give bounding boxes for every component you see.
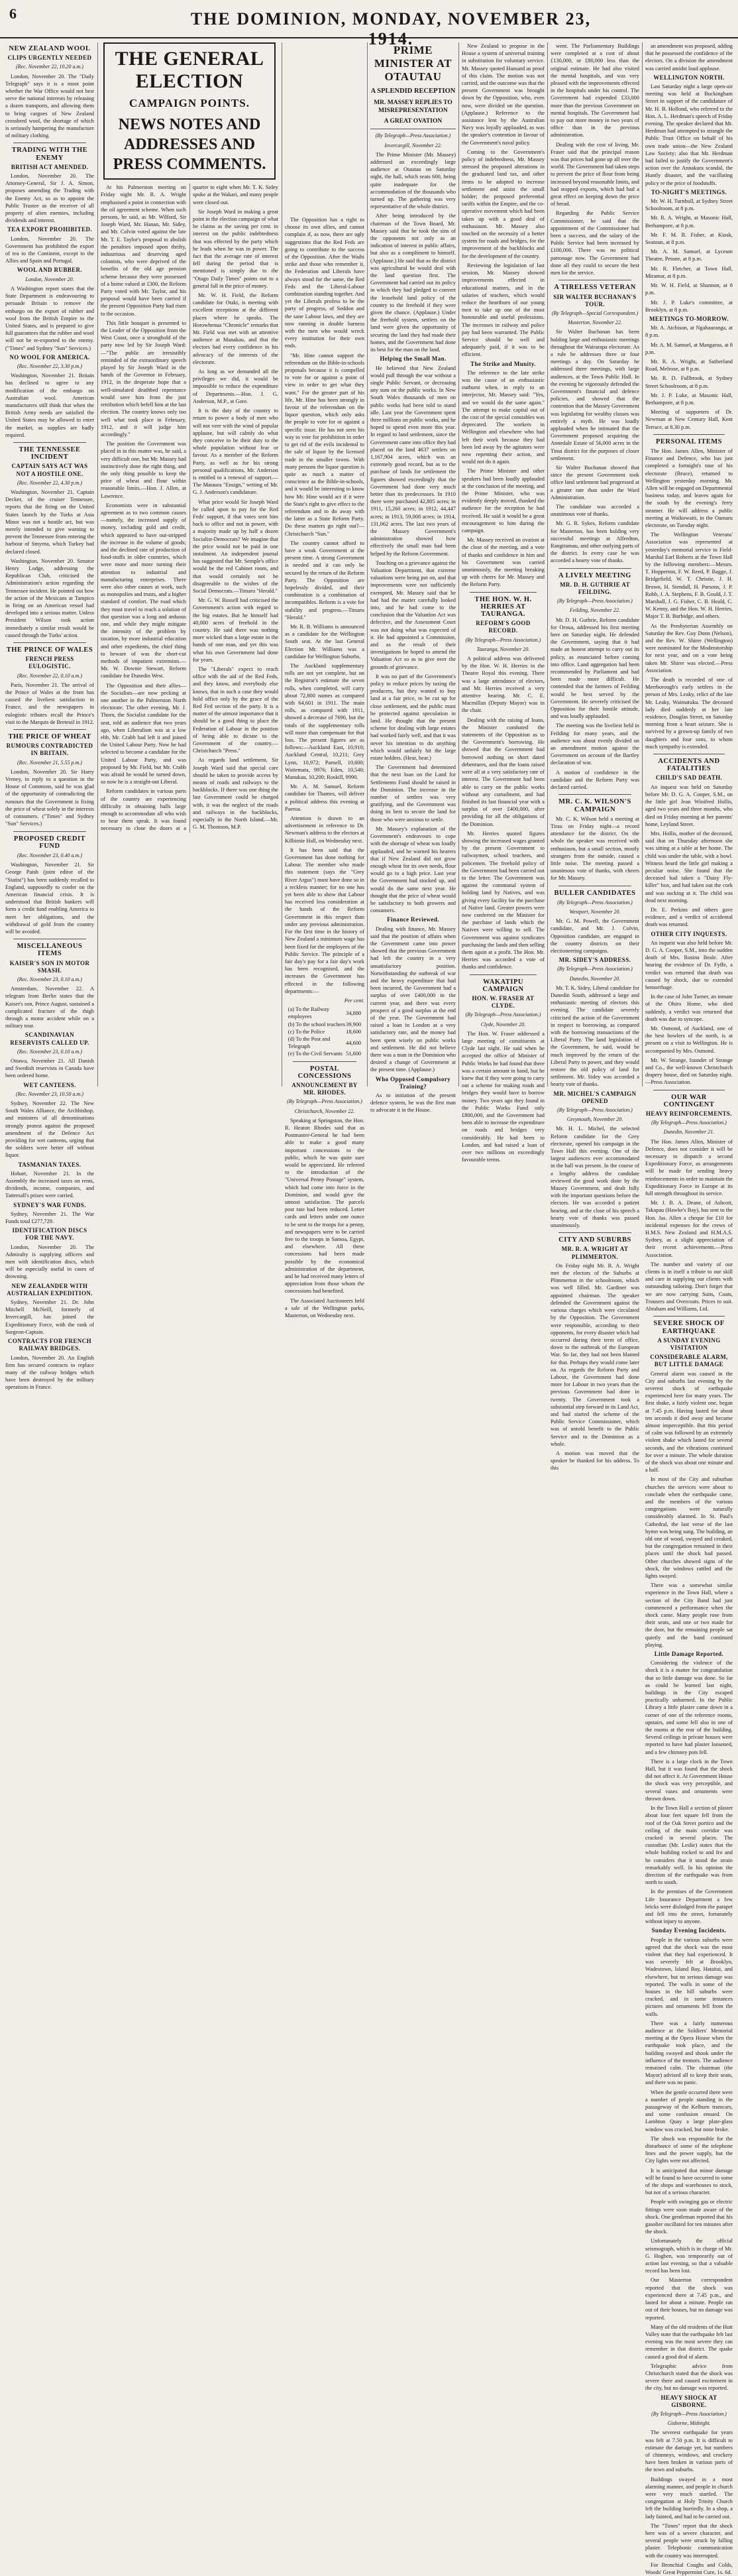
- dateline: (Rec. November 22, 10.20 a.m.): [16, 64, 83, 70]
- article-text: As regards land settlement, Sir Joseph Ward said that special care should be taken to provide access by means of roads and railways to the backblocks. If there was one thing the last Government could be charged with, it was the neglect of the roads and railways in the backblocks, especially in the North Island.—Mr. G. M. Thomson, M.P.: [193, 757, 278, 831]
- article-text: Mr. C. K. Wilson held a meeting at Tirau on Friday night—a record attendance for the district. On the whole the speaker was received with enthusiasm, but a small section, mostly strangers from the outside, caused a little noise. The meeting passed a unanimous vote of thanks, with cheers for Mr. Massey.: [551, 815, 639, 882]
- article-text: London, November 20. The Attorney-General, Sir J. A. Simon, proposes amending the Trading with the Enemy Act, so as to appoint the Public Trustee as the receiver of all property of alien enemies, including dividends and interest.: [5, 173, 94, 224]
- article-text: After being introduced by the chairman of the Town Board, Mr. Massey said that he took the sins of the opponents not only as an indication of interest in public affairs, but also as a compliment to himself. (Applause.) He said that as the district was agricultural he would deal with the land question first. The Government had carried out its policy in which they had pledged to convert the leasehold land policy of the country to the freehold if they were given the chance. (Applause.) Under the freehold system, settlers on the land were given the opportunity of securing the land they had made their homes, and the Government had done its best for the man on the land.: [370, 213, 456, 353]
- general-election-banner: [103, 42, 276, 180]
- dateline: (Rec. November 22, 0.10 a.m.): [17, 672, 82, 679]
- divider: [558, 568, 631, 569]
- article-text: The "Times" report that the shock here was of a severe character, and several people were struck by falling plaster. Telephonic communication with the country was interrupted.: [645, 2522, 733, 2559]
- subhead: A SPLENDID RECEPTION: [370, 88, 456, 95]
- dateline: (Rec. November 23, 0.10 a.m.): [17, 976, 82, 982]
- article-text: The number and variety of our clients is in itself a tribute to our skill and care in supplying our clients with outstanding tailoring. Don't forget that we are now carrying Suits, Coats, Trousers and Overcoats. Prices to suit. Abraham and Williams, Ltd.: [645, 1261, 733, 1313]
- headline-postal: POSTAL CONCESSIONS: [297, 1065, 352, 1080]
- article-text: Mr. T. K. Sidey, Liberal candidate for Dunedin South, addressed a large and enthusiastic meeting of electors this evening. The candidate severely criticised the action of the Government in respect to borrowing, as compared with the borrowing transactions of the Liberal Party. The land legislation of the Government, he said, would be much improved by the return of the Liberal Party to power, and they would restore the old policy of land for settlement. Mr. Sidey was accorded a hearty vote of thanks.: [551, 984, 639, 1088]
- headline-war-contingent: OUR WAR CONTINGENT: [663, 1093, 715, 1108]
- banner-title: THE GENERAL ELECTION: [115, 48, 264, 92]
- article-text: Mr. A. Atchison, at Ngahauranga, at 8 p.m.: [645, 325, 733, 339]
- byline: (By Telegraph—Press Association.): [557, 598, 633, 605]
- subhead: CONTRACTS FOR FRENCH RAILWAY BRIDGES.: [7, 1338, 91, 1352]
- row-label: (e) To the Civil Servants: [288, 1051, 343, 1057]
- subhead-clips: CLIPS URGENTLY NEEDED: [7, 54, 92, 62]
- article-text: Washington, November 21. Captain Decker, of the cruiser Tennessee, reports that the firing on the United States launch by the Turks at Asia Minor was not a hostile act, but was merely intended to give warning to prevent the Tennessee from entering the harbour of Smyrna, which Turkey had declared closed.: [5, 489, 94, 555]
- banner-spacer: [285, 42, 364, 216]
- article-text: Mr. F. M. B. Fisher, at Kiosk, Seatoun, at 8 p.m.: [645, 231, 733, 246]
- article-text: Ottawa, November 21. All Danish and Swedish reservists in Canada have been ordered home.: [5, 1057, 94, 1079]
- article-text: The severest earthquake for years was felt at 7.50 p.m. It is difficult to estimate the damage yet, but numbers of chimneys, windows, and crockery have been broken in various parts of the town and suburbs.: [645, 2430, 733, 2473]
- column-rule: [642, 42, 643, 1086]
- article-text: London, November 20. The Admiralty is supplying officers and men with identification discs, which will be especially useful in cases of drowning.: [5, 1244, 94, 1280]
- article-text: Mr. J. P. Luke's committee, at Brooklyn, at 8 p.m.: [645, 299, 733, 313]
- article-text: Mr. Osmond, of Auckland, one of the best bowlers of the north, is at present on a visit to Wellington. He is accompanied by Mrs. Osmond.: [645, 1025, 733, 1054]
- headline-prince-wales: THE PRINCE OF WALES: [6, 646, 93, 654]
- row-value: 51,600: [346, 1051, 362, 1057]
- article-text: Considering the violence of the shock it is a matter for congratulation that so little damage was done. So far as could be learned last night, buildings in the City escaped practically unharmed. In the Public Library a little plaster came down in a corner of one of the reference rooms, upstairs, and some fell also in one of the rooms at the rear of the building. Several ceilings in private houses were reported to have had plaster loosened, and a few chimney pots fell.: [645, 1660, 733, 1755]
- table-row: [288, 1050, 361, 1057]
- article-text: The Opposition and their allies—the Socialists—are now pecking at one another in the Palmerston North electorate. The other evening, Mr. J. Thorn, the Socialist candidate for the seat, told an audience that two years ago, when Liberalism was at a low ebb, Mr. Crabb had left it and joined the United Labour Party. Now he had selected to become a candidate for the United Labour Party, and was proposed by Mr. Field, but Mr. Crabb was afraid he would be turned down, so now he is a straight-out Liberal.: [101, 682, 186, 786]
- subhead: BRITISH ACT AMENDED.: [11, 163, 89, 170]
- subhead: ANNOUNCEMENT BY MR. RHODES.: [291, 1081, 358, 1096]
- article-text: What price would Sir Joseph Ward be called upon to pay for the Red Feds' support, if that votes sent him back to office and not in power, with a majority made up by half a dozen Socialist-Democrats? We imagine that the price would not be paid in one instalment. An independent journal has suggested that Mr. Semple's office would be the red Cabinet room, and that would certainly not be disagreeable to the wishes of the Social Democrats.—Timaru "Herald.": [193, 498, 278, 594]
- article-text: The Hon. W. Fraser addressed a large meeting of constituents at Clyde last night. He said when he accepted the office of Minister of Public Works he had found that there was a certain amount in hand, but he knew that if they were going to carry out a scheme for making roads and bridges they would have to borrow money. Two years ago they found in the Public Works Fund only £800,000, and the Government had been able to increase the expenditure on roads and bridges very considerably. He had been to London, and had raised a loan of over two millions on exceedingly favourable terms.: [462, 1030, 545, 1163]
- subhead: KAISER'S SON IN MOTOR SMASH.: [9, 959, 90, 974]
- dateline: London, November 20.: [25, 276, 74, 282]
- article-text: Reform candidates in various parts of the country are experiencing difficulty in obtaining halls large enough to accommodate all who wish to hear them speak. It was found necessary to close the doors at a quarter to eight when Mr. T. K. Sidey spoke at the Wakari, and many people were closed out.: [101, 184, 278, 832]
- row-value: 34,880: [346, 1010, 362, 1016]
- headline-trading-enemy: TRADING WITH THE ENEMY: [11, 146, 88, 162]
- banner-heading: NEWS NOTES AND ADDRESSES AND PRESS COMMENTS.: [113, 116, 266, 174]
- article-text: There was a fairly numerous audience at the Soldiers' Memorial meeting at the Opera House when the earthquake took place, and the building swayed and shook under the influence of the tremors. The audience remained calm. The chairman (the Mayor) advised all to keep their seats, and there was no panic.: [645, 2020, 733, 2086]
- dateline: Clyde, November 20.: [480, 1021, 526, 1027]
- article-text: Last Saturday night a large open-air meeting was held at Buckingham Street in support of the candidature of Mr. H. B. Hollond, who referred to the Hon. A. L. Herdman's speech of Friday evening. The speaker declared that Mr. Herdman had attempted to strangle the Public Trust Office on behalf of his own trade union—the New Zealand Law Society; also that Mr. Herdman had failed to justify the Government's action over the Annakura scandal, the Huntly disaster, and the vacillating policy re the price of foodstuffs.: [645, 84, 733, 186]
- article-text: Mr. J. P. Luke, at Masonic Hall, Berhampore, at 8 p.m.: [645, 392, 733, 406]
- article-text: Mr. R. A. Wright, at Sutherland Road, Melrose, at 8 p.m.: [645, 358, 733, 373]
- article-text: Mr. W. H. Field, the Reform candidate for Otaki, is meeting with excellent receptions at the different places where he speaks. The Horowhenua "Chronicle" remarks that Mr. Field was met with an attentive audience at Manakau, and that the electors had every confidence in his advocacy of the interests of the electorate.: [193, 292, 278, 365]
- headline-city-suburbs: CITY AND SUBURBS: [558, 1236, 631, 1244]
- column-2: [101, 42, 278, 1086]
- table-body: [288, 1006, 361, 1057]
- article-text: The Government had determined that the next loan on the Land for Settlements Fund should be raised in the Dominion. The increase in the number of settlers was very gratifying, and the Government was doing its best to secure the land for those who were anxious to settle.: [370, 764, 456, 823]
- article-text: Telegraphic advice from Christchurch stated that the shock was severe there and caused excitement in the city, but no damage was reported.: [645, 2363, 733, 2392]
- election-notes: [101, 184, 278, 833]
- divider: [558, 1232, 631, 1233]
- subhead: NEW ZEALANDER WITH AUSTRALIAN EXPEDITION.: [7, 1282, 93, 1297]
- subhead: SIR WALTER BUCHANAN'S TOUR.: [553, 293, 637, 308]
- article-text: When the gentle occurred there were a number of people standing in the passageway of the Kelburn tramcars, and some confusion ensued. On Lambton Quay a large plate-glass window was cracked, but none broke.: [645, 2089, 733, 2133]
- headline-earthquake: SEVERE SHOCK OF EARTHQUAKE: [653, 1320, 725, 1335]
- article-text: Sydney, November 22. The New South Wales Alliance, the Archbishop, and ministers of all denominations strongly protest against the proposed amendment of the Defence Act providing for wet canteens, urging that the soldiers were better off without liquor.: [5, 1100, 94, 1159]
- article-text: Washington, November 21. Sir George Paish (joint editor of the "Statist") has been suddenly recalled to England, supposedly to confer on the American financial crisis. It is understood that British bankers will form a credit fund enabling America to meet her obligations, and the withdrawal of gold from the country will be avoided.: [5, 862, 94, 935]
- dateline: Greymouth, November 20.: [566, 1116, 623, 1123]
- article-text: For Bronchial Coughs and Colds, Woods' Great Peppermint Cure, 1s. 6d.: [645, 2561, 733, 2575]
- subhead: MR. MASSEY REPLIES TO MISREPRESENTATION: [374, 99, 452, 115]
- byline: (By Telegraph—Press Association.): [557, 1107, 633, 1114]
- dateline: Christchurch, November 22.: [294, 1108, 355, 1114]
- article-text: Mr. R. A. Wright, at Masonic Hall, Berhampore, at 8 p.m.: [645, 215, 733, 229]
- crosshead: Little Damage Reported.: [654, 1651, 724, 1658]
- article-text: He believed that New Zealand would pull through the war without a single Public Servant, or decreasing any sum on the public works. In New South Wales thousands of men on public works had been told to stand idle. Last year the Government spent three millions on public works, and he hoped to spend even more this year. In regard to land settlement, since the Government came into office they had placed on the land 4637 settlers on 1,167,904 acres, which was an extremely good record, but as to the purchase of lands for settlement the figures showed exceedingly that the Government had done very much better than its predecessors. In 1910 there were purchased 42,805 acres; in 1911, 15,260 acres; in 1912, 44,447 acres; in 1913, 59,008 acres; in 1914, 131,062 acres. The last two years of the Massey Government's administration showed how effectively the small man had been helped by the Reform Government.: [370, 365, 456, 557]
- row-label: (c) To the Police: [288, 1028, 325, 1035]
- table-header: Per cent.: [344, 997, 364, 1004]
- article-text: The Opposition has a right to choose its own allies, and cannot complain if, as now, there are ugly suggestions that the Red Feds are going to contribute to the success of the Opposition. After the Waihi strike and those who remember it, the Federation and Liberals have always stood for the same, the Red Feds and the Liberal-Labour combination standing together. And yet the Liberals profess to be the party of progress, of Seddon and the sane Labour laws, and they are now running in double harness with the men who would wreck every institution for their own ends.: [285, 217, 364, 349]
- article-text: The Associated Auctioneers held a sale of the Wellington parks, Masterton, on Wednesday next.: [285, 1297, 364, 1319]
- row-value: 18,600: [346, 1028, 362, 1035]
- crosshead: HEAVY SHOCK AT GISBORNE.: [660, 2394, 717, 2408]
- byline: (By Telegraph—Special Correspondent.): [551, 310, 639, 316]
- subhead: FRENCH PRESS EULOGISTIC.: [25, 656, 74, 670]
- headline-lively-meeting: A LIVELY MEETING: [558, 571, 631, 579]
- article-text: Mr. G. M. Powell, the Government candidate, and Mr. J. Colvin, Opposition candidate, are engaged in the country districts on their electioneering campaigns.: [551, 918, 639, 954]
- article-text: An inquest was held on Saturday before Mr. D. G. A. Cooper, S.M., on the little girl Jean Winifred Hollis, aged two years and three months, who died on Friday morning at her parents' home, Leyland Street.: [645, 784, 733, 827]
- subhead: WET CANTEENS.: [23, 1081, 76, 1088]
- article-text: The "Liberals" expect to reach office with the aid of the Red Feds, and they know, and everybody else knows, that in such a case they would hold office only by the grace of the Red Fed section of the party. It is a matter of the utmost importance that it should be a good thing to place the Federation of Labour in the position of being able to dictate to the Government of the country.—Christchurch "Press.": [193, 666, 278, 754]
- article-text: Many of the old residents of the Hutt Valley state that the earthquake felt last evening was the most severe they can remember in that district. The quake caused a good deal of alarm.: [645, 2323, 733, 2360]
- article-text: Mr. R. D. Fullbrook, at Sydney Street Schoolroom, at 8 p.m.: [645, 375, 733, 389]
- subhead: TEA EXPORT PROHIBITED.: [7, 226, 93, 233]
- article-text: Mr. D. H. Guthrie, Reform candidate for Oroua, addressed his first meeting here on Saturday night. He defended the Government, saying that it had made an honest attempt to carry out its policy, as enunciated before coming into office. Land aggregation had been recommended by Parliament and had been made more difficult. He contended that the farmers of Feilding would be best served by the Government. He severely criticised the Opposition for their hostile attitude, and was loudly applauded.: [551, 616, 639, 720]
- table-row: [288, 1028, 361, 1035]
- article-text: There is a large clock in the Town Hall, but it was found that the shock did not affect it. At Government House the shock was very perceptible, and several vases and ornaments were thrown down.: [645, 1758, 733, 1802]
- article-text: Sir Walter Buchanan showed that since the present Government took office land settlement had progressed at a greater rate than under the Ward Administration.: [551, 464, 639, 500]
- headline-prime-minister: PRIME MINISTER AT OTAUTAU: [374, 44, 452, 83]
- article-text: A Washington report states that the State Department is endeavouring to persuade Britain to remove the embargo on the export of rubber and wool from the British Empire to the United States, and is prepared to give full guarantees that the rubber and wool will not be re-exported to the enemy. ("Times" and Sydney "Sun" Services.): [5, 285, 94, 351]
- article-text: Mr. J. B. A. Deane, of Ashcott, Takapau (Hawke's Bay), has sent to the Hon. Jas. Allen a cheque for £10 for incidental expenses for the crews of H.M.S. New Zealand and H.M.A.S. Sydney, as a slight appreciation of their recent achievements.—Press Association.: [645, 1200, 733, 1258]
- article-text: went. The Parliamentary Buildings were completed at a cost of about £130,000, or £80,000 less than the original estimate. He had also visited the mental hospitals, and was very pleased with the improvements effected in the hospitals under his control. The Government had expended £33,000 more than the previous Government on mental hospitals. The Government had to pay out more money in two years of office than in the previous administration.: [551, 43, 639, 139]
- article-text: People with swinging gas or electric fittings were soon made aware of the shock. One gentleman reported that his gasolier oscillated for ten minutes after the shock.: [645, 2199, 733, 2235]
- headline-accidents: ACCIDENTS AND FATALITIES: [658, 758, 720, 773]
- article-text: The Prime Minister (Mr. Massey) addressed an exceedingly large audience at Otautau on Saturday night, the hall, which seats 600, being quite inadequate for the accommodation of the thousands who turned up. The gathering was very representative of the whole district.: [370, 151, 456, 210]
- article-text: Attention is drawn to an advertisement in reference to Dr. Newman's address to the electors at Kilbirnie Hall, on Wednesday next.: [285, 815, 364, 844]
- article-text: Dr. E. Perkins and others gave evidence, and a verdict of accidental death was returned.: [645, 906, 733, 928]
- article-text: "Mr. Hine cannot support the referendum on the Bible-in-schools proposals because it is compelled to vote for or against a point of view in order to get what they want." For the greater part of his life, Mr. Hine has been strongly in favour of the referendum on the liquor question, which only asks the people to vote for or against a specific issue. He has not seen his way to vote for prohibition in order to get rid of the evils incidental to the sale of liquor by the licensed trade in the smaller towns. With many persons the liquor question is quite as much a matter of conscience as the Bible-in-schools, and it would be interesting to know how Mr. Hine would act if it were the State's right to give effect to the referendum and to do away with the latter as a State Reform Party. Do these matters go right out?—Christchurch "Sun.": [285, 352, 364, 537]
- article-text: As the Presbyterian Assembly on Saturday the Rev. Guy Dunn (Nelson), and the Rev. W. Shirer (Wellington) were nominated for the Moderatorship for next year, and on a vote being taken Mr. Shirer was elected.—Press Association.: [645, 622, 733, 673]
- article-text: Our Masterton correspondent reported that the shock was experienced there at 7.45 p.m., and lasted for about a minute. People ran out of their houses, but no damage was reported.: [645, 2277, 733, 2321]
- article-text: The death is recorded of one of Merrborough's early settlers in the person of Mrs. Leaky, relict of the late Mr. Leaky, Waimatuku. The deceased lady died suddenly at her late residence, Douglas Street, on Saturday morning from a heart seizure. She is survived by a grown-up family of two daughters and four sons, to whom much sympathy is extended.: [645, 677, 733, 750]
- dateline: Dunedin, November 20.: [569, 975, 621, 982]
- article-text: It has been said that the Government has done nothing for Labour. The member who made this statement (says the "Grey River Argus") must have done so in a reckless manner; for no one has yet been able to show that Labour has received less consideration at the hands of the Reform Government in this respect than under any previous administration. For the first time in the history of New Zealand a minimum wage has been fixed for the employees of the Public Service. The principle of a fair day's pay for a fair day's work has been recognised, and the increases the Government has effected in the following departments:—: [285, 847, 364, 994]
- article-text: Regarding the Public Service Commissioner, he said that the appointment of the Commissioner had been a success, and the salary of the Public Service had been increased by £100,000. There was no political patronage now. The Government had done all they could to secure the best men for the service.: [551, 210, 639, 276]
- article-text: Dealing with finance, Mr. Massey said that the position of affairs when the Government came into power showed that the previous Government had left the country in a very unsatisfactory position. Notwithstanding the outbreak of war and the heavy expenditure that had been incurred, the Government had a surplus of over £400,000 in the current year, and there was every prospect of a good surplus at the end of the year. The Government had raised a loan in London at a very satisfactory rate, and the money had been spent wisely on public works and settlement. He did not believe there was a man in the Dominion who desired a change of Government at the present time. (Applause.): [370, 925, 456, 1073]
- subhead: HON. W. FRASER AT CLYDE.: [472, 994, 535, 1010]
- article-text: London, November 20. The Government has prohibited the export of tea to the Continent, except to the Allies and Spain and Portugal.: [5, 235, 94, 264]
- headline-price-wheat: THE PRICE OF WHEAT: [8, 733, 91, 741]
- byline: (By Telegraph—Press Association.): [465, 1012, 541, 1018]
- article-text: There was a somewhat similar experience in the Town Hall, where a section of the City Band had just commenced a performance when the shock came. Many people rose from their seats, and one or two made for the door, but the remaining people sat quietly and the band continued playing.: [645, 1582, 733, 1648]
- divider: [558, 794, 631, 795]
- dateline: Gisborne, Midnight.: [667, 2420, 711, 2427]
- article-text: Reviewing the legislation of last session, Mr. Massey showed improvements effected in educational matters, and in the salaries of teachers, which would reduce the heartburn of our young men to take up one of the most honourable and useful professions. The increases in railway and police pay had been warranted. The Public Service should be well and adequately paid, if it was to be efficient.: [462, 262, 545, 358]
- wage-increase-table: [285, 997, 364, 1058]
- article-text: Sydney, November 21. The War Funds total £277,729.: [5, 1210, 94, 1225]
- article-text: The shock was responsible for the disturbance of some of the telephone lines and the power supply, but the City lights were not affected.: [645, 2135, 733, 2164]
- article-text: It is anticipated that minor damage will be found to have occurred in some of the shops and warehouses to stock, but not of a serious character.: [645, 2167, 733, 2196]
- subhead: SYDNEY'S WAR FUNDS.: [13, 1201, 86, 1208]
- headline-misc: MISCELLANEOUS ITEMS: [17, 943, 83, 958]
- article-text: In most of the City and suburban churches the services were about to conclude when the earthquake came, and the members of the various congregations were naturally considerably alarmed. In St. Paul's Cathedral, the last verse of the last hymn was being sung. The building, an old one of wood, swayed and creaked, but the congregation remained in their places until the shock had passed. Other churches showed signs of the shock, the windows rattled and the lights swayed.: [645, 1476, 733, 1579]
- article-text: Meeting of supporters of Dr. Newman at New Century Hall, Kent Terrace, at 8.30 p.m.: [645, 409, 733, 430]
- article-text: Dealing with the cost of living, Mr. Fraser said that the principal reason was that prices had gone up all over the world. The Government had taken steps to prevent the price of flour from being increased beyond reasonable limits, and had stopped exports, which had had a great effect on keeping down the price of bread.: [551, 141, 639, 207]
- article-text: Mr. W. H. Turnbull, at Sydney Street Schoolroom, at 8 p.m.: [645, 198, 733, 212]
- article-text: Economists were in substantial agreement as to two common causes—namely, the increased supply of money, including gold and credit, which appeared to have out-stripped the increase in the volume of goods; and the declined rate of production of food-stuffs in older countries, which were more and more turning their attention to industrial and manufacturing enterprises. There were also other causes at work, such as monopolies and trusts, and a higher standard of comfort. The road which they must travel to reach a solution of that question was a long and arduous one, and while they might mitigate the intensity of the problem by taxation, by more industrial education and other expedients, the chief thing to beware of was the short-cut methods of impatient extremists.—Mr. W. Downie Stewart, Reform candidate for Dunedin West.: [101, 502, 186, 679]
- byline: (By Telegraph—Press Association.): [557, 899, 633, 906]
- article-text: Sydney, November 21. Dr. John Mitchell McNeill, formerly of Invercargill, has joined the Expeditionary Force, with the rank of Surgeon-Captain.: [5, 1299, 94, 1335]
- dateline: Masterton, November 22.: [568, 320, 622, 326]
- row-label: (d) To the Post and Telegraph: [288, 1035, 331, 1050]
- column-rule: [367, 42, 368, 1086]
- subhead: SCANDINAVIAN RESERVISTS CALLED UP.: [10, 1031, 89, 1046]
- article-text: Mr. A. M. Samuel, at Lyceum Theatre, Petone, at 8 p.m.: [645, 249, 733, 263]
- row-label: (b) To the school teachers: [288, 1021, 346, 1027]
- article-text: Mr. R. B. Williams is announced as a candidate for the Wellington South seat. At the last General Election Mr. Williams was a candidate for Wellington Suburbs.: [285, 623, 364, 660]
- subhead: CHILD'S SAD DEATH.: [655, 774, 723, 782]
- dateline: (Rec. November 23, 10.50 a.m.): [16, 1090, 83, 1097]
- divider: [470, 592, 537, 593]
- dateline: (Rec. November 22, 3.30 p.m.): [17, 363, 82, 369]
- divider: [653, 1316, 725, 1317]
- article-text: Speaking at Springston, the Hon. R. Heaton Rhodes said that as Postmaster-General he had been able to make a good many important concessions to the public, which he was quite sure would be appreciated. He referred to the introduction of the "Universal Penny Postage" system, which had come into force in the Dominion, and would give the utmost satisfaction. The parcels post rate had been reduced. Letter cards and letters under one ounce to be sent to the troops for a penny, and newspapers were to be carried free to the troops in Samoa, Egypt, and elsewhere. All these concessions had been made possible by the economical administration of the department, and he had received many letters of appreciation from those whom the concessions had benefited.: [285, 1117, 364, 1295]
- article-text: People in the various suburbs were agreed that the shock was the most violent that they had experienced. It was severely felt at Brooklyn, Wadestown, Island Bay, Hataitai, and elsewhere, but no serious damage was reported. The walls in some of the houses in the hill suburbs were cracked, and in some instances pictures and ornaments fell from the walls.: [645, 1936, 733, 2017]
- article-text: At his Palmerston meeting on Friday night Mr. R. A. Wright emphasised a point in connection with the oil agreement scheme. When such persons, he said, as Mr. Wilford, Sir Joseph Ward, Mr. Hanan, Mr. Sidey, and Mr. Colvin voted against the late Mr. T. E. Taylor's proposal to abolish the penalties imposed upon thrifty, industrious and deserving aged colonists, who were deprived of the benefits of the old age pension scheme because they were possessed of a home valued at £300, the Reform Party voted with Mr. Taylor, and his proposal would have been carried if the present Opposition Party had risen to the occasion.: [101, 184, 186, 317]
- column-rule: [97, 42, 98, 1086]
- article-text: The position the Government was placed in in this matter was, he said, a very difficult one, but Mr. Massey had instinctively done the right thing, and the only thing possible to keep the price of wheat and flour within reasonable limits.—Hon. J. Allen, at Lawrence.: [101, 441, 186, 499]
- article-text: The meeting was the liveliest held in Feilding for many years, and the audience was about evenly divided on an amendment motion against the Government on account of the Bartley declaration of war.: [551, 723, 639, 766]
- headline-wilson: MR. C. K. WILSON'S CAMPAIGN: [558, 798, 631, 813]
- dateline: Invercargill, November 22.: [384, 142, 442, 148]
- article-text: Mr. R. Fletcher, at Town Hall, Miramar, at 8 p.m.: [645, 265, 733, 279]
- dateline: (Rec. November 21, 5.55 p.m.): [17, 759, 82, 766]
- article-text: In the case of John Turner, an inmate of the Ohiro Home, who died suddenly, a verdict was returned that death was due to syncope.: [645, 994, 733, 1022]
- article-text: Mr. G. W. Russell had criticised the Government's action with regard to the big estates. But he himself had 40,000 acres of freehold in the country. He said there was nothing more wicked than a large estate in the hands of one man, and yet this was what his own Government had done for years.: [193, 597, 278, 663]
- article-text: London, November 20. An English firm has secured contracts to replace many of the railway bridges which have been destroyed by the military operations in France.: [5, 1354, 94, 1391]
- subhead: CAPTAIN SAYS ACT WAS NOT A HOSTILE ONE.: [11, 463, 88, 477]
- crosshead: Who Opposed Compulsory Training?: [375, 1075, 451, 1090]
- dateline: (Rec. November 23, 0.10 a.m.): [17, 1048, 82, 1055]
- table-row: [288, 1021, 361, 1028]
- article-text: Hobart, November 21. In the Assembly the increased taxes on rents, dividends, income, companies, and Tattersall's prizes were carried.: [5, 1170, 94, 1199]
- dateline: (Rec. November 22, 4.30 p.m.): [17, 479, 82, 486]
- article-text: A political address was delivered by the Hon. W. H. Herries in the Theatre Royal this evening. There was a large attendance of electors, and Mr. Herries received a very attentive hearing. Mr. C. E. Macmillan (Deputy Mayor) was in the chair.: [462, 656, 545, 714]
- article-text: As to initiation of the present defence system, he was the first man to advocate it in the House.: [370, 1092, 456, 1114]
- row-value: 39,900: [346, 1021, 362, 1027]
- headline-tireless-veteran: A TIRELESS VETERAN: [554, 284, 636, 292]
- article-text: In the Town Hall a section of plaster about four feet square fell from the roof of the Oak Street portico and the ceiling of the main corridor was cracked in several places. The custodian (Mr. Leslie) states that the whole building rocked to and fro and he considers that it stood the strain remarkably well. In his opinion the direction of the earthquake was from north to south.: [645, 1805, 733, 1886]
- article-text: Mr. W. H. Field, at Shannon, at 8 p.m.: [645, 282, 733, 296]
- byline: (By Telegraph—Press Association.): [465, 636, 541, 643]
- article-text: Buildings swayed in a most alarming manner, and people in church were very much startled. The congregation at Holy Trinity Church left the building hurriedly. In a shop, a lady fainted, and had to be carried out.: [645, 2476, 733, 2520]
- dateline: Tauranga, November 20.: [476, 646, 530, 652]
- article-text: A motion was moved that the speaker be thanked for his address. To this: [551, 1450, 639, 1472]
- article-text: Mr. Herries quoted figures showing the increased wages granted by the present Government to railwaymen, school teachers, and policemen. The freehold policy of the Government had been carried out to the letter. The Government was against the communal system of holding land by Natives, and was giving every facility for the purchase of Native land. Greater powers were now conferred on the Minister for the purchase of lands which the Natives were willing to sell. The Government was against syndicates purchasing the lands and then selling them again at a profit. The Hon. Mr. Herries was accorded a vote of thanks and confidence.: [462, 830, 545, 970]
- dateline: (Rec. November 23, 0.40 a.m.): [17, 852, 82, 858]
- article-text: On Friday night Mr. R. A. Wright met the electors of the Suburbs at Plimmerton in the schoolroom, which was well filled. Mr. Gardiner was appointed chairman. The speaker defended the Government against the various charges which were circulated by the Opposition. The Government were responsible, according to their opponents, for every disaster which had occurred during their term of office, down to the outbreak of the European War. So far, they had not been blamed for that. Perhaps they would come later on. As regards the Reform Party and Labour, the Government had done more for Labour in two years than the previous Government had done in twenty. The Government took a substantial step forward in its Land Act, and had started the scheme of the Public Service Commissioner, which was of untold benefit to the Public Service and to the Dominion as a whole.: [551, 1262, 639, 1447]
- column-4: [370, 42, 456, 1114]
- article-text: New Zealand to propose in the House a system of universal training in substitution for voluntary service. Mr. Massey quoted Hansard as proof of this claim. The motion was not carried, and the outcome was that the present Government was brought down by the Opposition, who, even now, were divided on the question. (Applause.) Reference to the assistance lent by the Australian Navy was loyally applauded, as was the speaker's contention in favour of the Government's naval policy.: [462, 43, 545, 146]
- article-text: It is the duty of the country to return to power a body of men who will not veer with the wind of popular applause, but will calmly do what they conceive to be their duty to the whole population without fear or favour. As a member of the Reform Party, as well as for his strong personal qualifications, Mr. Anderson is entitled to a renewal of support.—The Mataura "Ensign," writing of Mr. G. J. Anderson's candidature.: [193, 408, 278, 496]
- divider: [293, 1061, 356, 1062]
- article-text: In the premises of the Government Life Insurance Department a few bricks were dislodged from the parapet and fell into the street, fortunately without injury to anyone.: [645, 1889, 733, 1925]
- divider: [13, 442, 86, 443]
- article-text: Touching on a grievance against the Valuation Department, that extreme valuations were being put on, and that improvements were not sufficiently exempted, Mr. Massey said that he had had the matter carefully looked into, and he had come to the conclusion that the Valuation Act was defective, and the Assessment Court was not doing what was expected of it. He had appointed a Commission, and as the result of their investigations he hoped to amend the Valuation Act so as to give over the grounds of grievance.: [370, 559, 456, 670]
- subhead: A SUNDAY EVENING VISITATION: [657, 1336, 721, 1351]
- article-text: Washington, November 20. Senator Henry Lodge, addressing the Republican Club, criticised the Administration's action regarding the Tennessee incident. He pointed out how the action of the Mexicans at Tampico in firing on an American vessel had developed into a serious matter. Unless President Wilson took action immediately a similar result would be caused through the Turks' action.: [5, 557, 94, 638]
- masthead: [0, 0, 738, 48]
- subhead: WELLINGTON NORTH.: [653, 74, 725, 81]
- subhead: TO-NIGHT'S MEETINGS.: [651, 188, 727, 196]
- article-text: It was no part of the Government's policy to reduce prices by taxing the producers, but they wanted to buy land at a fair price, to be cut up for close settlement, and the public must be protected against speculation in land. He thought that the present scheme for dealing with large estates had worked fairly well, and that it was never his intention to do anything which would unfairly hit the large estate holders. (Hear, hear.): [370, 673, 456, 762]
- headline-tennessee: THE TENNESSEE INCIDENT: [19, 445, 81, 461]
- subhead: CONSIDERABLE ALARM, BUT LITTLE DAMAGE: [650, 1354, 728, 1368]
- subhead: NO WOOL FOR AMERICA.: [9, 353, 90, 361]
- article-text: A motion of confidence in the candidate and the Reform Party was declared carried.: [551, 769, 639, 791]
- subhead: WOOL AND RUBBER.: [17, 266, 83, 274]
- article-text: London, November 20. The "Daily Telegraph" says it is a moot point whether the War Office would not best serve the national interests by releasing a dozen transports, and allowing them to bring cargoes of New Zealand crossbred wool, the shortage of which is seriously hampering the manufacture of military clothing.: [5, 73, 94, 139]
- article-text: London, November 20. Sir Harry Verney, in reply to a question in the House of Commons, said he was glad of the opportunity of contradicting the rumours that the Government is fixing the price of wheat solely in the interests of consumers. ("Times" and Sydney "Sun" Services.): [5, 768, 94, 827]
- crosshead: The Strike and Munity.: [470, 360, 536, 367]
- article-text: Mrs. Hollis, mother of the deceased, said that on Thursday afternoon she was sitting at a table at her home. The child was under the table, with a bowl. Witness heard the little girl making a peculiar noise. She found that the deceased had taken a "Daisy Fly-killer" box, and had taken out the cork and was sucking at it. The child was dead next morning.: [645, 830, 733, 904]
- article-text: Mr. Massey received an ovation at the close of the meeting, and a vote of thanks and confidence in him and his Government was carried unanimously, the meeting breaking up with cheers for Mr. Massey and the Reform Party.: [462, 537, 545, 588]
- subhead: REFORM'S GOOD RECORD.: [476, 620, 531, 634]
- subhead: OTHER CITY INQUESTS.: [651, 930, 727, 937]
- subhead: MEETINGS TO-MORROW.: [649, 315, 729, 322]
- page-number: 6: [9, 5, 17, 22]
- dateline: Dunedin, November 21.: [663, 1129, 715, 1136]
- subhead: MR. SIDEY'S ADDRESS.: [558, 957, 631, 964]
- article-text: Sir Walter Buchanan has been holding large and enthusiastic meetings throughout the Wairarapa electorate. As a rule he addresses three or four meetings a day. On Saturday he addressed three meetings, with large audiences, at the Town Public Hall. In the evening he vigorously defended the Government's financial and defence policies, and showed that the contention that the Massey Government was legislating for wealthy classes was entirely a myth. He was loudly applauded when he intimated that the Government proposed acquiring the Annedale Estate of 56,000 acres in the Tinui district for the purposes of closer settlement.: [551, 329, 639, 461]
- earthquake-section: [645, 1320, 733, 2576]
- article-text: Mr. G. R. Sykes, Reform candidate for Masterton, has been holding very successful meetings at Alfredton, Rangitumau, and other outlying parts of the district. In every case he was accorded a hearty vote of thanks.: [551, 520, 639, 564]
- table-row: [288, 1035, 361, 1050]
- dateline: Westport, November 20.: [569, 908, 621, 915]
- column-6: [551, 42, 639, 1472]
- divider: [13, 729, 86, 730]
- article-text: The Auckland supplementary rolls are not yet complete, but on the Registrar's estimate the seven rolls, when completed, will carry about 72,800 names as compared with 64,601 in 1911. The main rolls, as compared with 1911, showed a decrease of 7690, but the totals of the supplementary rolls will more than compensate for that loss. The present figures are as follows:—Auckland East, 10,910; Auckland Central, 10,211; Grey Lynn, 10,972; Parnell, 10,600; Waitemata, 9976; Eden, 10,540; Manukau, 10,200; Roskill, 9990.: [285, 662, 364, 781]
- row-label: (a) To the Railway employees: [288, 1006, 330, 1020]
- headline-block: [370, 42, 456, 129]
- article-text: Unfortunately the official seismograph, which is in charge of Mr. G. Hogben, was temporarily out of action last evening, so that a valuable record has been lost.: [645, 2238, 733, 2274]
- subhead: MR. D. H. GUTHRIE AT FEILDING.: [559, 581, 631, 596]
- table-row: [288, 1006, 361, 1020]
- article-text: The Wellington Veterans' Association was represented at yesterday's memorial service to Field-Marshal Earl Roberts at the Town Hall by the following members:—Messrs. T. Hopperton, F. W. Reed, P. Bagge, J. Bridgefield, W. T. Christie, J. H. Brown, H. Stendall, H. Parsons, J. P. Robb, J. A. Stephens, F. B. Gould, J. T. Marshall, J. G. Fisher, C. B. Heald, C. W. Kenny, and the Hon. W. H. Herries, Major T. B. Burbidge, and others.: [645, 532, 733, 620]
- column-3: [285, 42, 364, 1319]
- article-text: An inquest was also held before Mr. D. G. A. Cooper, S.M., into the sudden death of Mrs. Rosina Beale. After hearing the evidence of Dr. Fyffe, a verdict was returned that death was caused by shock, due to extended hemorrhage.: [645, 939, 733, 990]
- byline: (By Telegraph—Press Association.): [287, 1098, 362, 1105]
- divider: [13, 831, 86, 832]
- article-text: The Hon. James Allen, Minister of Finance and Defence, who has just completed a fortnight's tour of his electorate (Bruce), returned to Wellington yesterday morning. Mr. Allen will be engaged on Departmental business today, and leaves again for the south by the evening's ferry steamer. He will address a public meeting at Waikowaiti, in the Oamaru electorate, on Tuesday night.: [645, 447, 733, 528]
- article-text: Dealing with the raising of loans, the Minister combated the statements of the Opposition as to the Government's borrowing. He showed that the Government had borrowed nothing on short dated debentures, and that the loans raised were all at a very satisfactory rate of interest. The Government had been able to carry on the public works without any curtailment, and had finished its last financial year with a surplus of over £400,000, after providing for all the obligations of the Dominion.: [462, 717, 545, 827]
- byline: (By Telegraph—Press Association.): [375, 133, 451, 139]
- article-text: Sir Joseph Ward in making a great point in the election campaign of what he claims as the saving per cent. in interest on the public indebtedness that was effected by the party which he leads when he was in power. The fact that the average rate of interest fell during the period that is mentioned is simply due to the "Otago Daily Times" points out to a general fall in the price of money.: [193, 208, 278, 289]
- article-text: Paris, November 21. The arrival of the Prince of Wales at the front has caused the liveliest satisfaction in France, and the newspapers in eulogistic tributes recall the Prince's visit to the Marquis de Breteuil in 1912.: [5, 681, 94, 725]
- subhead: MR. MICHEL'S CAMPAIGN OPENED: [553, 1090, 637, 1104]
- row-value: 44,600: [346, 1039, 362, 1046]
- headline-personal-items: PERSONAL ITEMS: [655, 438, 723, 445]
- article-text: General alarm was caused in the City and suburbs last evening by the severest shock of earthquake experienced here for many years. The first shake, a fairly violent one, began at 7.45 p.m. Having lasted for about ten seconds it died away and became almost imperceptible. But this period of calm was followed by an extremely violent shake which lasted for several seconds, and the vibrations continued for over a minute. The whole duration of the shock was about one minute and a half.: [645, 1370, 733, 1474]
- divider: [470, 974, 537, 975]
- article-text: This little bouquet is presented to the Leader of the Opposition from the West Coast, once a stronghold of the party now led by Sir Joseph Ward:—"The public are irresistibly reminded of the extraordinary speech played by Sir Joseph Ward in the hands of the Governor in February, 1912, in the desperate hope that a well-simulated deathbed repentance would save him from the just retribution which befell him at the last election. The country knows only too well what took place in February, 1912, and it will judge him accordingly.": [101, 320, 186, 438]
- headline-nz-wool: NEW ZEALAND WOOL: [9, 45, 91, 52]
- article-text: Mr. A. M. Samuel, at Mangaroa, at 8 p.m.: [645, 341, 733, 355]
- banner-subtitle: CAMPAIGN POINTS.: [129, 97, 250, 109]
- column-5: [462, 42, 545, 1163]
- article-text: The country cannot afford to have a weak Government at the present time. A strong Government is needed and it can only be secured by the return of the Reform Party. The Opposition are hopelessly divided, and their combination is a combination of incompatibles. Reform is a vote for stability and progress.—Timaru "Herald.": [285, 540, 364, 620]
- column-1: [5, 42, 94, 1391]
- article-text: Mr. A. M. Samuel, Reform candidate for Thames, will deliver a political address this evening at Paeroa.: [285, 784, 364, 812]
- article-text: Mr. H. L. Michel, the selected Reform candidate for the Grey electorate, opened his campaign in the Town Hall this evening. One of the largest audiences ever accommodated in the hall was present. In the course of a lengthy address the candidate reviewed the good work done by the Massey Government, and dealt fully with the important questions before the electors. He was accorded a patient hearing, and at the close of his speech a hearty vote of thanks was passed unanimously.: [551, 1126, 639, 1229]
- byline: (By Telegraph—Press Association.): [651, 1120, 727, 1126]
- headline-herries: THE HON. W. H. HERRIES AT TAURANGA.: [474, 595, 532, 618]
- subhead: HEAVY REINFORCEMENTS.: [646, 1110, 732, 1118]
- dateline: (By Telegraph—Press Association.): [651, 2410, 727, 2417]
- article-text: Coming to the Government's policy of indebtedness, Mr. Massey stressed the proposed alterations in the graduated land tax, and other items to be adopted to increase settlement and assist the small holder; the proposed preferential tariffs within the Empire, and the co-operative movement which had been taken up with a good deal of enthusiasm. Mr. Massey also touched on the necessity of a better system for roads and bridges, for the improvement of the backblocks and for the development of the country.: [462, 148, 545, 259]
- article-text: The reference to the late strike was the cause of an enthusiastic outburst when, in reply to an interjector, Mr. Massey said: "Yes, and we would do the same again." The attempt to make capital out of the cost of the special constables was deprecated. The workers in Wellington and elsewhere who had left their work because they had been led away by the agitators were now repenting their action, and would not do it again.: [462, 369, 545, 465]
- article-text: The Prime Minister and other speakers had been loudly applauded at the conclusion of the meeting, and the Prime Minister, who was evidently deeply moved, thanked the audience for the reception he had received. He said it would be a great encouragement to him during the campaign.: [462, 468, 545, 534]
- article-text: Mr. Massey's explanation of the Government's endeavours to cope with the shortage of wheat was loudly applauded, and he warned his hearers that if New Zealand did not grow enough wheat for its own needs, flour would go to a high price. Last year the Government had stocked up, and would do the same next year. He thought that the price of wheat would be satisfactory to both growers and consumers.: [370, 825, 456, 914]
- column-7: [645, 42, 733, 2575]
- article-text: As long as we demanded all the privileges we did, it would be impossible to reduce the expenditure of Departments.—Hon. J. G. Anderson, M.P., at Gore.: [193, 369, 278, 404]
- subhead: MR. R. A. WRIGHT AT PLIMMERTON.: [561, 1246, 629, 1260]
- article-text: an amendment was proposed, adding that he possessed the confidence of the electors. On a division the amendment was carried amidst loud applause.: [645, 43, 733, 72]
- subhead: IDENTIFICATION DISCS FOR THE NAVY.: [12, 1227, 87, 1242]
- divider: [653, 434, 725, 435]
- crosshead: Helping the Small Man.: [380, 355, 447, 363]
- dateline: Feilding, November 22.: [570, 607, 620, 614]
- newspaper-title-date: THE DOMINION, MONDAY, NOVEMBER 23, 1914.: [190, 9, 592, 48]
- subhead: TASMANIAN TAXES.: [18, 1161, 81, 1168]
- crosshead: Finance Reviewed.: [387, 916, 439, 923]
- column-rule: [458, 42, 459, 1086]
- article-text: Washington, November 21. Britain has declined to agree to any modification of the embargo on Australian wool. American manufacturers still think that when the British Army needs are satisfied the United States may be allowed to enter the market, as supplies are badly required.: [5, 373, 94, 438]
- headline-credit-fund: PROPOSED CREDIT FUND: [13, 835, 86, 850]
- headline-buller: BULLER CANDIDATES: [554, 889, 636, 897]
- column-rule: [547, 42, 548, 1086]
- article-text: Mr. W. Strange, founder of Strange and Co., the well-known Christchurch drapery house, died on Saturday night.—Press Association.: [645, 1057, 733, 1086]
- divider: [13, 642, 86, 643]
- article-text: The candidate was accorded a unanimous vote of thanks.: [551, 503, 639, 518]
- crosshead: Sunday Evening Incidents.: [651, 1927, 727, 1934]
- article-text: The Hon. James Allen, Minister of Defence, does not consider it will be necessary to dispatch a second Expeditionary Force, as arrangements will be made for sending heavy reinforcements in order to maintain the Expeditionary Force in Europe at its full strength throughout its service.: [645, 1138, 733, 1197]
- article-text: Amsterdam, November 22. A telegram from Berlin states that the Kaiser's son, Prince August, sustained a complicated fracture of the thigh through a motor accident while on a military tour.: [5, 986, 94, 1029]
- headline-wakatipu: WAKATIPU CAMPAIGN: [482, 978, 524, 993]
- subhead: RUMOURS CONTRADICTED IN BRITAIN.: [6, 742, 93, 757]
- subhead: A GREAT OVATION: [384, 118, 443, 125]
- byline: (By Telegraph—Press Association.): [557, 966, 633, 972]
